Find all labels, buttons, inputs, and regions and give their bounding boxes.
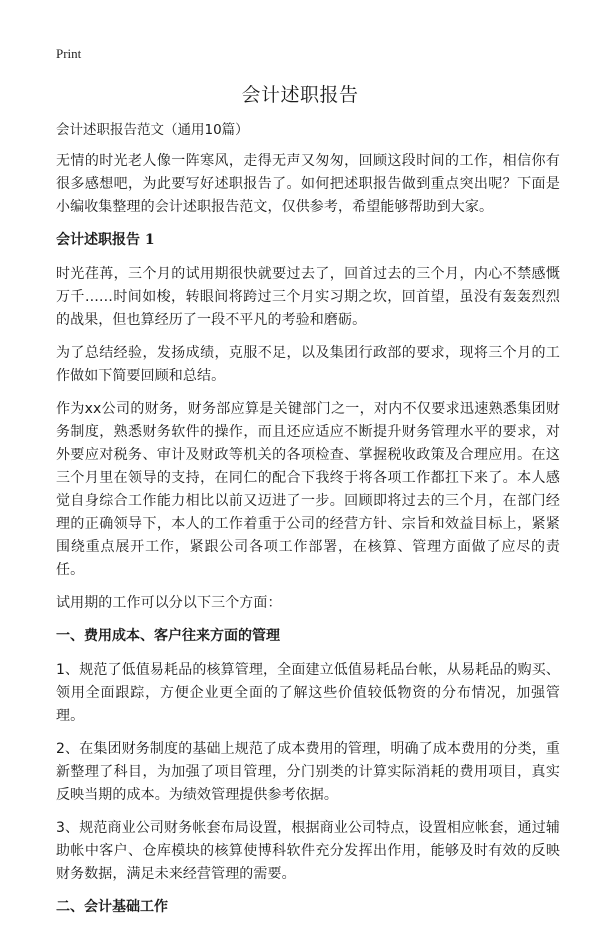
intro-paragraph: 无情的时光老人像一阵寒风，走得无声又匆匆，回顾这段时间的工作，相信你有很多感想吧，为此要写好述职报告了。如何把述职报告做到重点突出呢？下面是小编收集整理的会计述职报告范文，仅供参考，希望能够帮助到大家。 bbox=[56, 153, 560, 215]
paragraph-4: 试用期的工作可以分以下三个方面： bbox=[56, 595, 282, 611]
paragraph-1: 时光荏苒，三个月的试用期很快就要过去了，回首过去的三个月，内心不禁感慨万千……时间如梭，转眼间将跨过三个月实习期之坎，回首望，虽没有轰轰烈烈的战果，但也算经历了一段不平凡的考验和磨砺。 bbox=[56, 266, 560, 328]
print-link[interactable]: Print bbox=[56, 46, 82, 61]
document-subtitle: 会计述职报告范文（通用10篇） bbox=[56, 122, 249, 138]
section-heading-accounting-basics: 二、会计基础工作 bbox=[56, 899, 168, 915]
list-item-1: 1、规范了低值易耗品的核算管理，全面建立低值易耗品台帐，从易耗品的购买、领用全面跟踪，方便企业更全面的了解这些价值较低物资的分布情况，加强管理。 bbox=[56, 662, 560, 724]
document-title: 会计述职报告 bbox=[241, 84, 359, 106]
list-item-2: 2、在集团财务制度的基础上规范了成本费用的管理，明确了成本费用的分类，重新整理了科目，为加强了项目管理，分门别类的计算实际消耗的费用项目，真实反映当期的成本。为绩效管理提供参考依据。 bbox=[56, 741, 560, 803]
section-heading-report-1: 会计述职报告 1 bbox=[56, 232, 155, 248]
paragraph-3: 作为xx公司的财务，财务部应算是关键部门之一，对内不仅要求迅速熟悉集团财务制度，熟悉财务软件的操作，而且还应适应不断提升财务管理水平的要求，对外要应对税务、审计及财政等机关的各项检查、掌握税收政策及合理应用。在这三个月里在领导的支持，在同仁的配合下我终于将各项工作都扛下来了。本人感觉自身综合工作能力相比以前又迈进了一步。回顾即将过去的三个月，在部门经理的正确领导下，本人的工作着重于公司的经营方针、宗旨和效益目标上，紧紧围绕重点展开工作，紧跟公司各项工作部署，在核算、管理方面做了应尽的责任。 bbox=[56, 401, 560, 578]
list-item-3: 3、规范商业公司财务帐套布局设置，根据商业公司特点，设置相应帐套，通过辅助帐中客户、仓库模块的核算使博科软件充分发挥出作用，能够及时有效的反映财务数据，满足未来经营管理的需要。 bbox=[56, 820, 560, 882]
paragraph-2: 为了总结经验，发扬成绩，克服不足，以及集团行政部的要求，现将三个月的工作做如下简要回顾和总结。 bbox=[56, 345, 560, 384]
document-body bbox=[56, 120, 560, 930]
section-heading-expense-management: 一、费用成本、客户往来方面的管理 bbox=[56, 628, 280, 644]
